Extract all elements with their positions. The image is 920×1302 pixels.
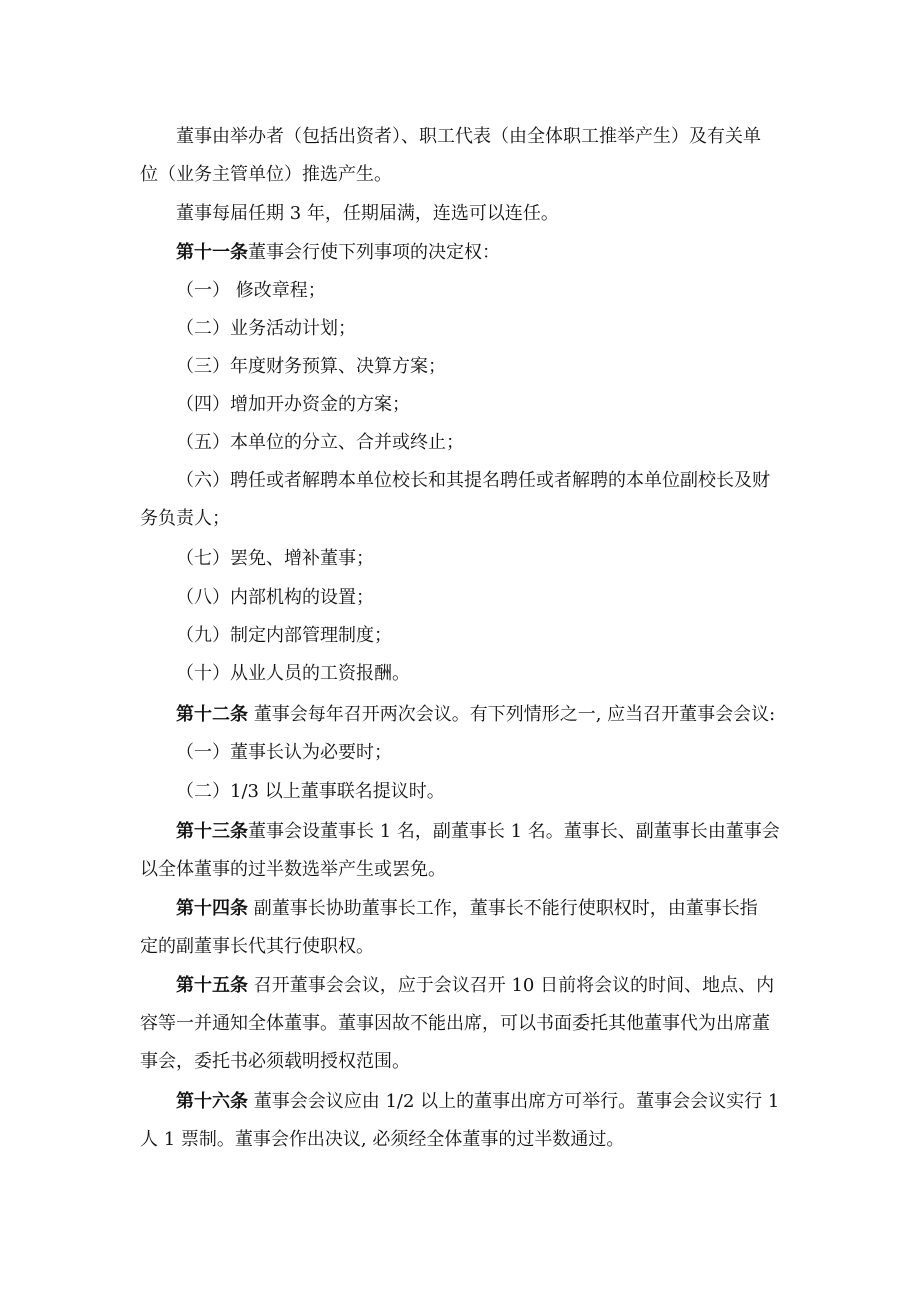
paragraph-line: 人 1 票制。董事会作出决议, 必须经全体董事的过半数通过。 — [140, 1129, 625, 1150]
article-label: 第十三条 — [176, 821, 248, 842]
article-text: 董事会设董事长 1 名，副董事长 1 名。董事长、副董事长由董事会 — [248, 821, 780, 842]
article-label: 第十二条 — [176, 704, 248, 725]
article-label: 第十五条 — [176, 975, 248, 996]
article-13 — [140, 813, 790, 889]
paragraph-line — [140, 967, 790, 1005]
paragraph-line — [140, 813, 790, 851]
paragraph-line: （六）聘任或者解聘本单位校长和其提名聘任或者解聘的本单位副校长及财 — [176, 470, 770, 491]
article-label: 第十六条 — [176, 1091, 248, 1112]
article-label: 第十一条 — [176, 242, 248, 263]
article-label: 第十四条 — [176, 898, 248, 919]
article-text: 召开董事会会议，应于会议召开 10 日前将会议的时间、地点、内 — [248, 975, 775, 996]
list-item: （二）1/3 以上董事联名提议时。 — [176, 781, 445, 802]
paragraph-line — [140, 890, 790, 928]
list-item: （三）年度财务预算、决算方案； — [176, 356, 446, 377]
paragraph-line: 事会，委托书必须载明授权范围。 — [140, 1051, 410, 1072]
list-item: （五）本单位的分立、合并或终止； — [176, 432, 464, 453]
list-item: （一）董事长认为必要时； — [176, 742, 392, 763]
paragraph-line: 务负责人； — [140, 508, 230, 529]
paragraph-director-term: 董事每届任期 3 年，任期届满，连选可以连任。 — [176, 203, 559, 224]
article-11 — [140, 234, 826, 272]
paragraph-line: 以全体董事的过半数选举产生或罢免。 — [140, 859, 446, 880]
article-16 — [140, 1083, 790, 1159]
list-item: （九）制定内部管理制度； — [176, 625, 392, 646]
paragraph-line — [140, 1083, 790, 1121]
article-14 — [140, 890, 790, 966]
list-item: （八）内部机构的设置； — [176, 587, 374, 608]
list-item: （四）增加开办资金的方案； — [176, 394, 410, 415]
article-text: 董事会行使下列事项的决定权： — [248, 242, 500, 263]
paragraph-line: 位（业务主管单位）推选产生。 — [140, 164, 392, 185]
paragraph-director-election — [140, 118, 790, 194]
article-12 — [140, 696, 826, 734]
article-text: 董事会会议应由 1/2 以上的董事出席方可举行。董事会会议实行 1 — [248, 1091, 780, 1112]
list-item: （一） 修改章程； — [176, 280, 326, 301]
article-text: 副董事长协助董事长工作，董事长不能行使职权时，由董事长指 — [248, 898, 758, 919]
paragraph-line: 容等一并通知全体董事。董事因故不能出席，可以书面委托其他董事代为出席董 — [140, 1013, 770, 1034]
list-item: （十）从业人员的工资报酬。 — [176, 663, 410, 684]
list-item: （七）罢免、增补董事； — [176, 548, 374, 569]
list-item: （二）业务活动计划； — [176, 318, 356, 339]
paragraph-line: 定的副董事长代其行使职权。 — [140, 936, 374, 957]
paragraph-line: 董事由举办者（包括出资者）、职工代表（由全体职工推举产生）及有关单 — [176, 126, 761, 147]
article-text: 董事会每年召开两次会议。有下列情形之一, 应当召开董事会会议: — [248, 704, 776, 725]
article-15 — [140, 967, 790, 1081]
list-item — [140, 462, 790, 538]
